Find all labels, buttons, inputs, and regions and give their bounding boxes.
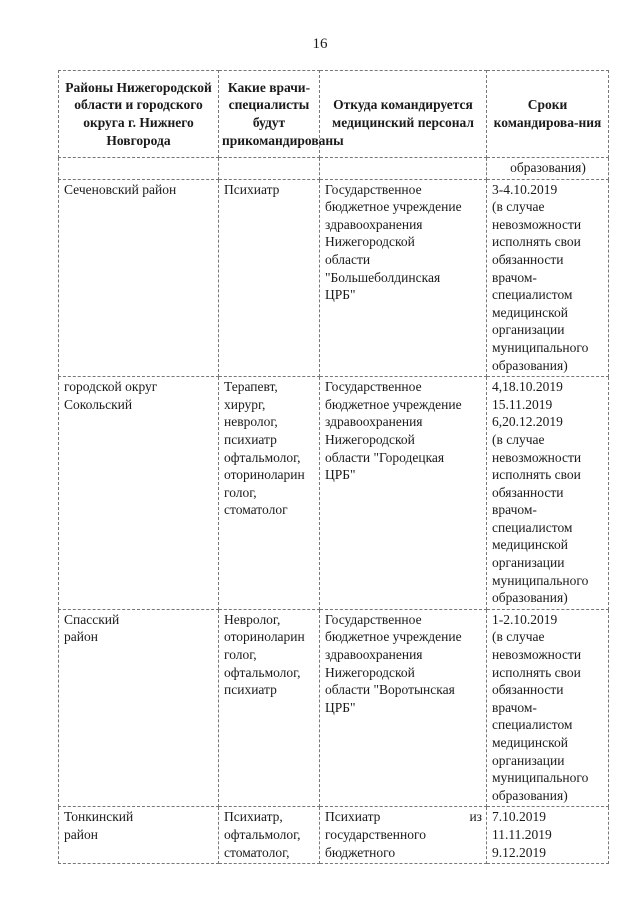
doctors-cell: Невролог, оториноларин голог, офтальмолог, психиатр xyxy=(219,609,320,807)
source-cell: Государственное бюджетное учреждение здравоохранения Нижегородской области "Воротынская ЦРБ" xyxy=(320,609,487,807)
table-row xyxy=(59,807,609,864)
district-cell: Сеченовский район xyxy=(59,179,219,377)
terms-cell: 4,18.10.2019 15.11.2019 6,20.12.2019 (в случае невозможности исполнять свои обязанности врачом- специалистом медицинской организации муниципального образования) xyxy=(487,377,609,610)
doctors-cell: Психиатр, офтальмолог, стоматолог, xyxy=(219,807,320,864)
district-cell: городской округ Сокольский xyxy=(59,377,219,610)
district-cell: Спасский район xyxy=(59,609,219,807)
source-cell: Психиатр из государственного бюджетного xyxy=(320,807,487,864)
continuation-row xyxy=(59,158,609,180)
district-cell: Тонкинский район xyxy=(59,807,219,864)
table-row xyxy=(59,609,609,807)
continuation-text: образования) xyxy=(487,158,609,180)
terms-cell: 3-4.10.2019 (в случае невозможности исполнять свои обязанности врачом- специалистом медицинской организации муниципального образования) xyxy=(487,179,609,377)
page-number: 16 xyxy=(312,36,328,52)
source-cell: Государственное бюджетное учреждение здравоохранения Нижегородской области "Большеболдинская ЦРБ" xyxy=(320,179,487,377)
header-doctors: Какие врачи-специалисты будут прикомандированы xyxy=(219,71,320,158)
table-row xyxy=(59,377,609,610)
table-row xyxy=(59,179,609,377)
terms-cell: 7.10.2019 11.11.2019 9.12.2019 xyxy=(487,807,609,864)
terms-cell: 1-2.10.2019 (в случае невозможности исполнять свои обязанности врачом- специалистом медицинской организации муниципального образования) xyxy=(487,609,609,807)
doctors-cell: Психиатр xyxy=(219,179,320,377)
schedule-table xyxy=(58,70,609,864)
doctors-cell: Терапевт, хирург, невролог, психиатр офтальмолог, оториноларин голог, стоматолог xyxy=(219,377,320,610)
header-terms: Сроки командирова-ния xyxy=(487,71,609,158)
header-districts: Районы Нижегородской области и городского округа г. Нижнего Новгорода xyxy=(59,71,219,158)
table-header-row xyxy=(59,71,609,158)
source-cell: Государственное бюджетное учреждение здравоохранения Нижегородской области "Городецкая ЦРБ" xyxy=(320,377,487,610)
header-source: Откуда командируется медицинский персонал xyxy=(320,71,487,158)
